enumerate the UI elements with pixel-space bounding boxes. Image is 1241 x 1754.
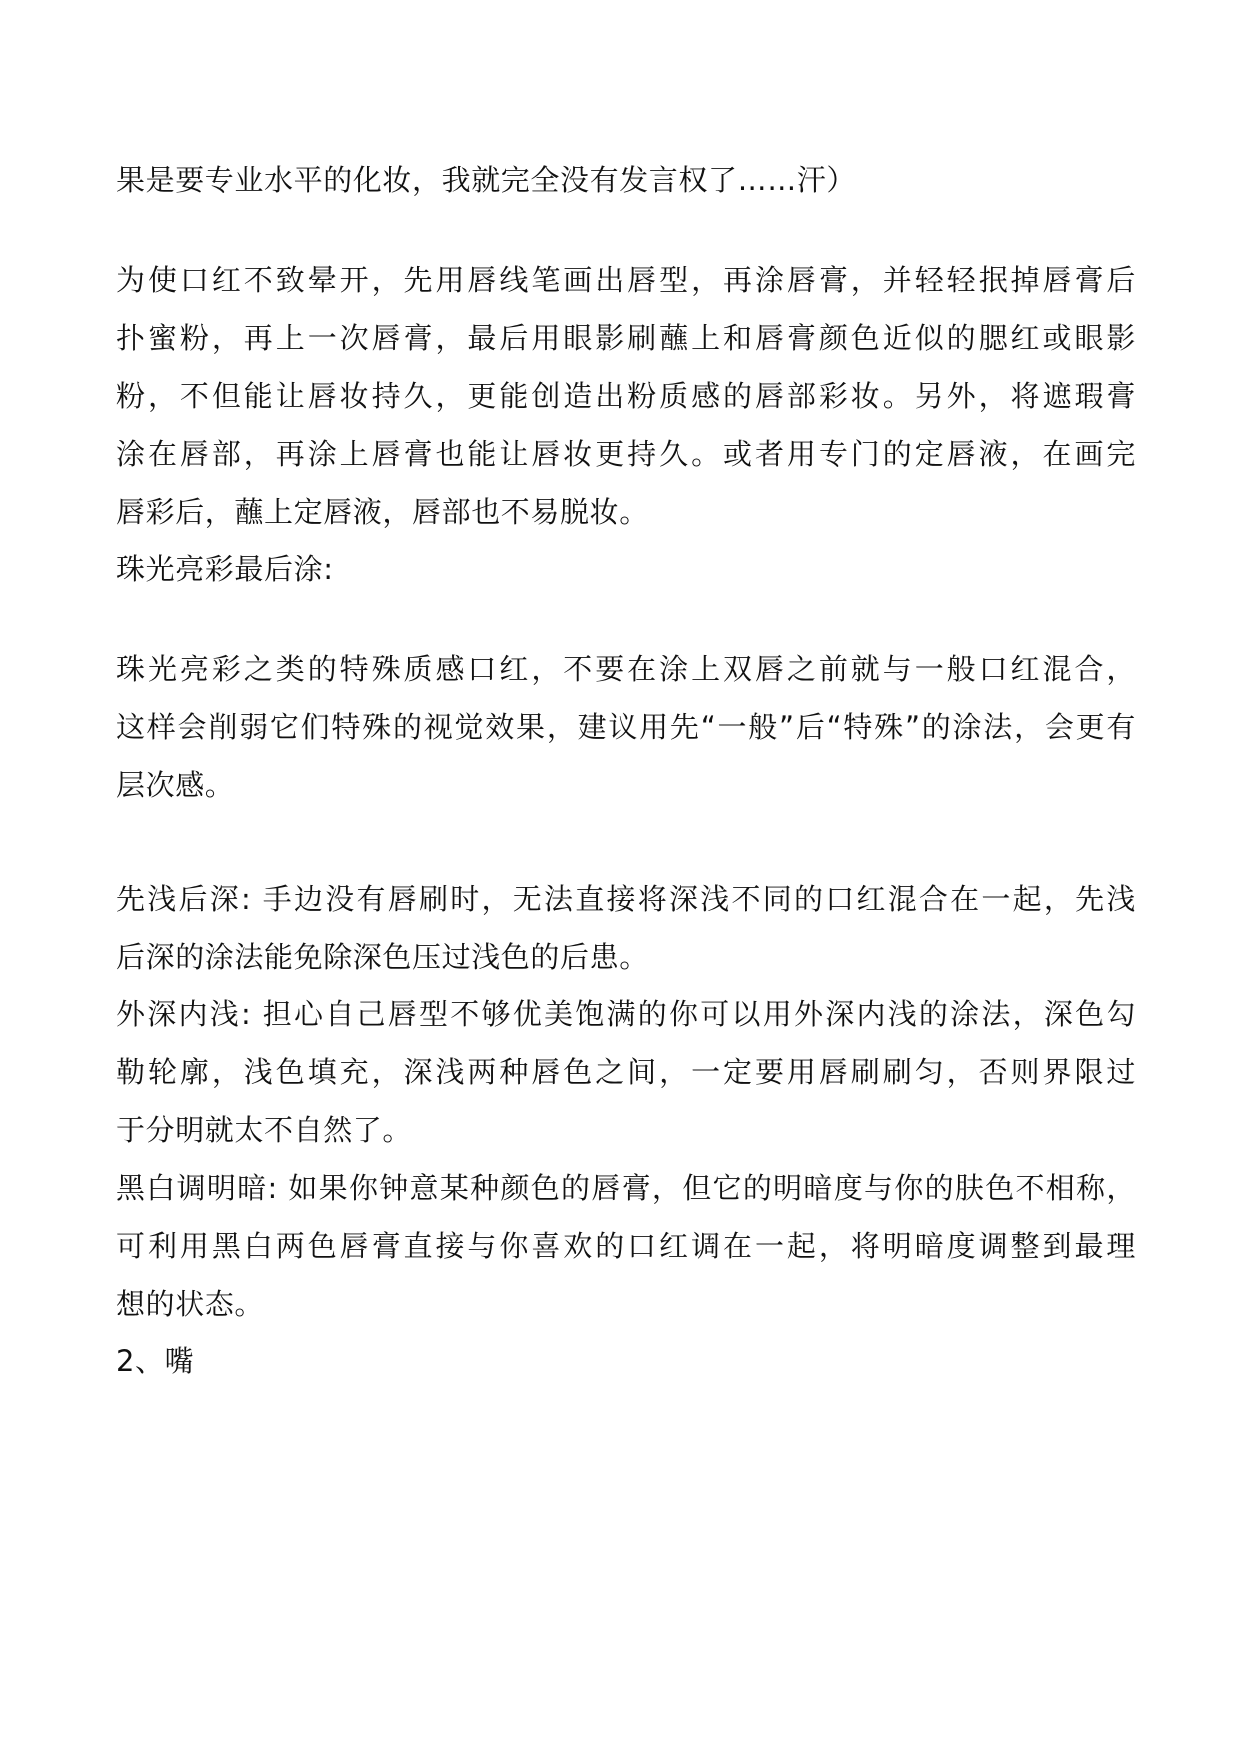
text-line: 先浅后深: 手边没有唇刷时，无法直接将深浅不同的口红混合在一起，先浅 bbox=[116, 882, 1136, 916]
text-line: 粉，不但能让唇妆持久，更能创造出粉质感的唇部彩妆。另外，将遮瑕膏 bbox=[116, 379, 1136, 413]
text-line: 于分明就太不自然了。 bbox=[116, 1113, 413, 1147]
section-heading: 2、嘴 bbox=[116, 1344, 195, 1378]
text-line: 扑蜜粉，再上一次唇膏，最后用眼影刷蘸上和唇膏颜色近似的腮红或眼影 bbox=[116, 321, 1136, 355]
text-line: 想的状态。 bbox=[116, 1287, 265, 1321]
text-line: 这样会削弱它们特殊的视觉效果，建议用先“一般”后“特殊”的涂法，会更有 bbox=[116, 710, 1136, 744]
text-line: 唇彩后，蘸上定唇液，唇部也不易脱妆。 bbox=[116, 495, 649, 529]
text-line: 勒轮廓，浅色填充，深浅两种唇色之间，一定要用唇刷刷匀，否则界限过 bbox=[116, 1055, 1136, 1089]
text-line: 可利用黑白两色唇膏直接与你喜欢的口红调在一起，将明暗度调整到最理 bbox=[116, 1229, 1136, 1263]
text-line: 珠光亮彩之类的特殊质感口红，不要在涂上双唇之前就与一般口红混合， bbox=[116, 652, 1136, 686]
text-line: 黑白调明暗: 如果你钟意某种颜色的唇膏，但它的明暗度与你的肤色不相称， bbox=[116, 1171, 1136, 1205]
text-line: 后深的涂法能免除深色压过浅色的后患。 bbox=[116, 940, 649, 974]
text-line: 涂在唇部，再涂上唇膏也能让唇妆更持久。或者用专门的定唇液，在画完 bbox=[116, 437, 1136, 471]
text-line: 外深内浅: 担心自己唇型不够优美饱满的你可以用外深内浅的涂法，深色勾 bbox=[116, 997, 1136, 1031]
text-line: 为使口红不致晕开，先用唇线笔画出唇型，再涂唇膏，并轻轻抿掉唇膏后 bbox=[116, 263, 1136, 297]
text-line: 果是要专业水平的化妆，我就完全没有发言权了……汗） bbox=[116, 163, 857, 197]
text-line: 层次感。 bbox=[116, 768, 235, 802]
section-heading: 珠光亮彩最后涂: bbox=[116, 552, 334, 586]
